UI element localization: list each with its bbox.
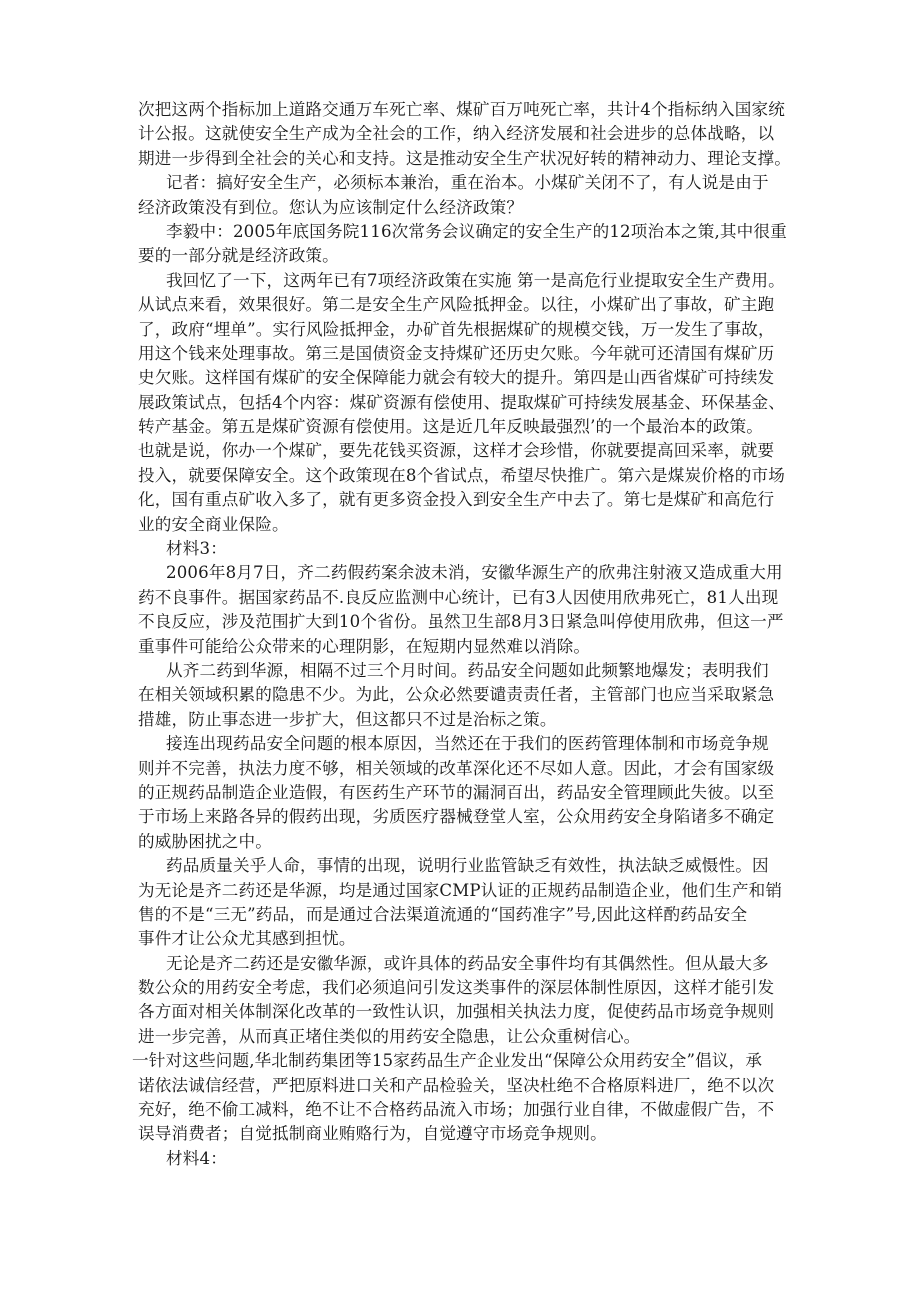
text-line: 各方面对相关体制深化改革的一致性认识，加强相关执法力度，促使药品市场竞争规则 [138, 1002, 775, 1022]
text-line: 误导消费者；自觉抵制商业贿赂行为，自觉遵守市场竞争规则。 [138, 1124, 607, 1144]
text-line: 数公众的用药安全考虑，我们必须追问引发这类事件的深层体制性原因，这样才能引发 [138, 978, 775, 998]
text-line: 记者：搞好安全生产，必须标本兼治，重在治本。小煤矿关闭不了，有人说是由于 [166, 173, 769, 193]
text-line: 一针对这些问题,华北制药集团等15家药品生产企业发出“保障公众用药安全”倡议，承 [132, 1051, 763, 1071]
text-line: 业的安全商业保险。 [138, 514, 289, 534]
text-line: 诺依法诚信经营，严把原料进口关和产品检验关，坚决杜绝不合格原料进厂，绝不以次 [138, 1075, 775, 1095]
text-line: 则并不完善，执法力度不够，相关领域的改革深化还不尽如人意。因此，才会有国家级 [138, 758, 775, 778]
text-line: 于市场上来路各异的假药出现，劣质医疗器械登堂人室，公众用药安全身陷诸多不确定 [138, 807, 775, 827]
text-line: 期进一步得到全社会的关心和支持。这是推动安全生产状况好转的精神动力、理论支撑。 [138, 148, 792, 168]
text-line: 的正规药品制造企业造假，有医药生产环节的漏洞百出，药品安全管理顾此失彼。以至 [138, 782, 775, 802]
text-line: 不良反应，涉及范围扩大到10个省份。虽然卫生部8月3日紧急叫停使用欣弗，但这一严 [138, 612, 784, 632]
text-line: 药不良事件。据国家药品不.良反应监测中心统计，已有3人因使用欣弗死亡，81人出现 [138, 587, 779, 607]
text-line: 无论是齐二药还是安徽华源，或许具体的药品安全事件均有其偶然性。但从最大多 [166, 953, 769, 973]
text-line: 用这个钱来处理事故。第三是国债资金支持煤矿还历史欠账。今年就可还清国有煤矿历 [138, 343, 775, 363]
text-line: 经济政策没有到位。您认为应该制定什么经济政策？ [138, 197, 524, 217]
text-line: 药品质量关乎人命，事情的出现，说明行业监管缺乏有效性，执法缺乏威慑性。因 [166, 856, 769, 876]
text-line: 在相关领域积累的隐患不少。为此，公众必然要谴责责任者，主管部门也应当采取紧急 [138, 685, 775, 705]
text-line: 进一步完善，从而真正堵住类似的用药安全隐患，让公众重树信心。 [138, 1026, 641, 1046]
text-line: 李毅中：2005年底国务院116次常务会议确定的安全生产的12项治本之策,其中很重 [166, 221, 787, 241]
text-line: 要的一部分就是经济政策。 [138, 246, 339, 266]
text-line: 接连出现药品安全问题的根本原因，当然还在于我们的医药管理体制和市场竞争规 [166, 734, 769, 754]
text-line: 计公报。这就使安全生产成为全社会的工作，纳入经济发展和社会进步的总体战略，以 [138, 124, 775, 144]
text-line: 从试点来看，效果很好。第二是安全生产风险抵押金。以往，小煤矿出了事故，矿主跑 [138, 295, 775, 315]
document-page [132, 98, 792, 1171]
text-line: 也就是说，你办一个煤矿，要先花钱买资源，这样才会珍惜，你就要提高回采率，就要 [138, 441, 775, 461]
text-line: 化，国有重点矿收入多了，就有更多资金投入到安全生产中去了。第七是煤矿和高危行 [138, 490, 775, 510]
text-line: 2006年8月7日，齐二药假药案余波未消，安徽华源生产的欣弗注射液又造成重大用 [166, 563, 783, 583]
text-line: 我回忆了一下，这两年已有7项经济政策在实施 第一是高危行业提取安全生产费用。 [166, 270, 785, 290]
text-line: 措雄，防止事态进一步扩大，但这都只不过是治标之策。 [138, 709, 557, 729]
text-line: 材料3： [166, 539, 227, 559]
text-line: 了，政府“埋单”。实行风险抵押金，办矿首先根据煤矿的规模交钱，万一发生了事故， [138, 319, 775, 339]
text-line: 材料4： [166, 1148, 227, 1168]
text-line: 售的不是“三无”药品，而是通过合法渠道流通的“国药准字”号,因此这样酌药品安全 [138, 904, 748, 924]
text-line: 转产基金。第五是煤矿资源有偿使用。这是近几年反映最强烈’的一个最治本的政策。 [138, 417, 763, 437]
text-line: 史欠账。这样国有煤矿的安全保障能力就会有较大的提升。第四是山西省煤矿可持续发 [138, 368, 775, 388]
text-line: 事件才让公众尤其感到担忧。 [138, 929, 356, 949]
text-line: 的威胁困扰之中。 [138, 831, 272, 851]
text-line: 重事件可能给公众带来的心理阴影，在短期内显然难以消除。 [138, 636, 591, 656]
text-line: 为无论是齐二药还是华源，均是通过国家CMP认证的正规药品制造企业，他们生产和销 [138, 880, 783, 900]
text-line: 充好，绝不偷工减料，绝不让不合格药品流入市场；加强行业自律，不做虚假广告，不 [138, 1100, 775, 1120]
text-line: 从齐二药到华源，相隔不过三个月时间。药品安全问题如此频繁地爆发；表明我们 [166, 660, 769, 680]
text-line: 投入，就要保障安全。这个政策现在8个省试点，希望尽快推广。第六是煤炭价格的市场 [138, 465, 785, 485]
text-line: 次把这两个指标加上道路交通万车死亡率、煤矿百万吨死亡率，共计4个指标纳入国家统 [138, 100, 785, 119]
text-line: 展政策试点，包括4个内容：煤矿资源有偿使用、提取煤矿可持续发展基金、环保基金、 [138, 392, 785, 412]
